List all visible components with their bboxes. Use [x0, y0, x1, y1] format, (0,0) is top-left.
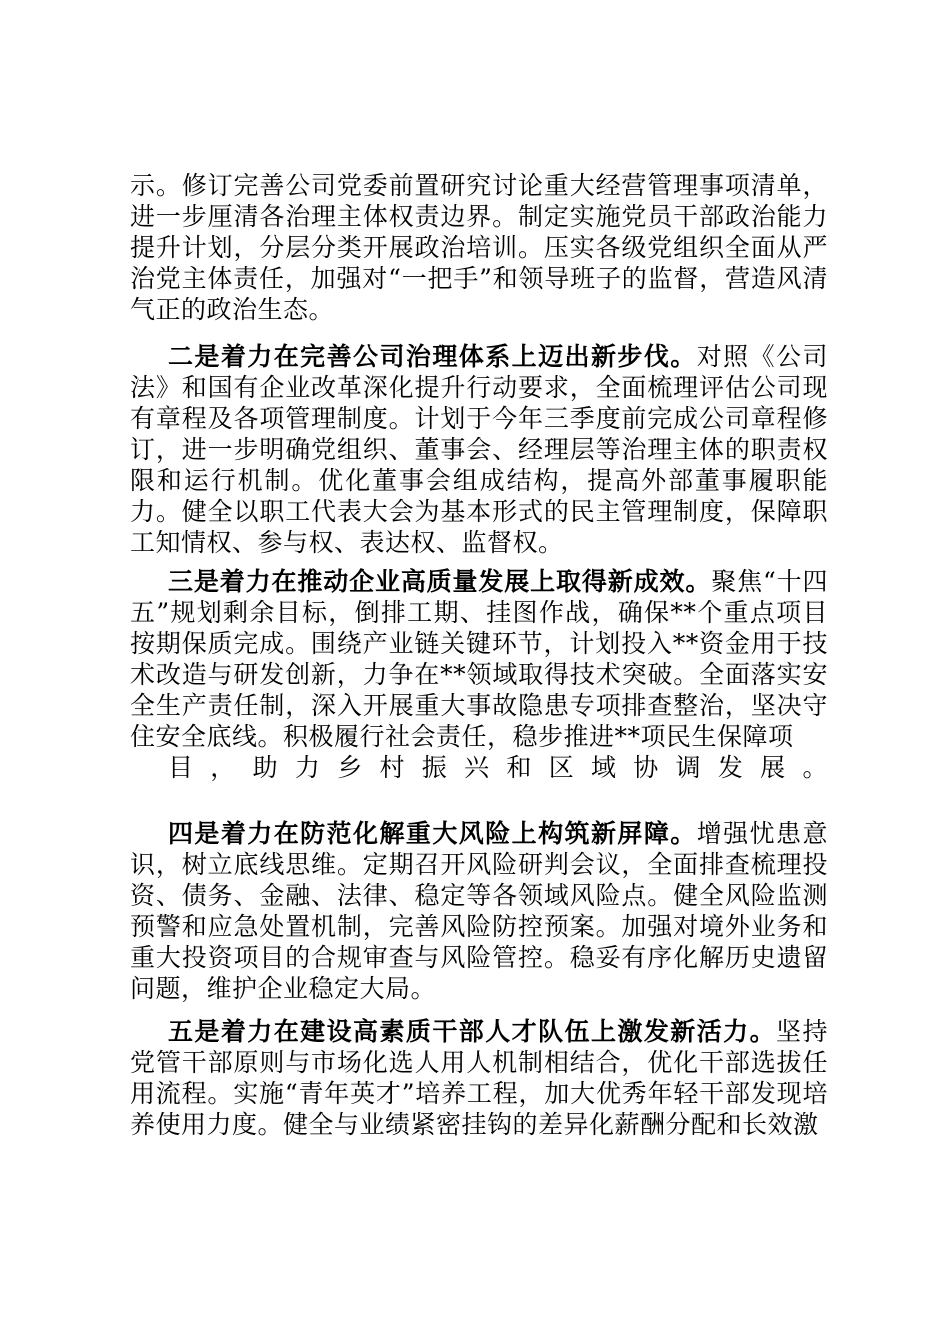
paragraph-4-heading: 四是着力在防范化解重大风险上构筑新屏障。 — [168, 819, 697, 848]
paragraph-2-heading: 二是着力在完善公司治理体系上迈出新步伐。 — [168, 342, 697, 371]
paragraph-1-text: 示。修订完善公司党委前置研究讨论重大经营管理事项清单，进一步厘清各治理主体权责边界。制定实施党员干部政治能力提升计划，分层分类开展政治培训。压实各级党组织全面从严治党主体责任，加强对“一把手”和领导班子的监督，营造风清气正的政治生态。 — [130, 171, 828, 324]
paragraph-1 — [130, 170, 828, 325]
paragraph-3-text: 聚焦“十四五”规划剩余目标，倒排工期、挂图作战，确保**个重点项目按期保质完成。围绕产业链关键环节，计划投入**资金用于技术改造与研发创新，力争在**领域取得技术突破。全面落实安全生产责任制，深入开展重大事故隐患专项排查整治，坚决守住安全底线。积极履行社会责任，稳步推进**项民生保障项 — [130, 567, 828, 751]
paragraph-5-text: 坚持党管干部原则与市场化选人用人机制相结合，优化干部选拔任用流程。实施“青年英才”培养工程，加大优秀年轻干部发现培养使用力度。健全与业绩紧密挂钩的差异化薪酬分配和长效激 — [130, 1017, 828, 1139]
paragraph-4 — [130, 818, 828, 1004]
paragraph-5-heading: 五是着力在建设高素质干部人才队伍上激发新活力。 — [168, 1017, 777, 1046]
paragraph-3-heading: 三是着力在推动企业高质量发展上取得新成效。 — [168, 567, 712, 596]
paragraph-4-text: 增强忧患意识，树立底线思维。定期召开风险研判会议，全面排查梳理投资、债务、金融、法律、稳定等各领域风险点。健全风险监测预警和应急处置机制，完善风险防控预案。加强对境外业务和重大投资项目的合规审查与风险管控。稳妥有序化解历史遗留问题，维护企业稳定大局。 — [130, 819, 828, 1003]
paragraph-2 — [130, 341, 828, 558]
paragraph-3 — [130, 566, 828, 783]
paragraph-5 — [130, 1016, 828, 1140]
paragraph-2-text: 对照《公司法》和国有企业改革深化提升行动要求，全面梳理评估公司现有章程及各项管理制度。计划于今年三季度前完成公司章程修订，进一步明确党组织、董事会、经理层等治理主体的职责权限和运行机制。优化董事会组成结构，提高外部董事履职能力。健全以职工代表大会为基本形式的民主管理制度，保障职工知情权、参与权、表达权、监督权。 — [130, 342, 828, 557]
paragraph-3-last-line: 目，助力乡村振兴和区域协调发展。 — [168, 753, 828, 782]
